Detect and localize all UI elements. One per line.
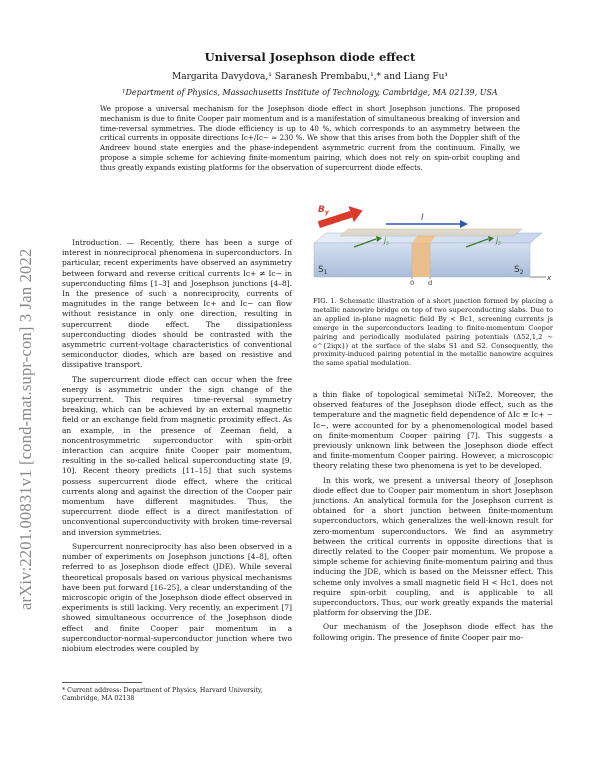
left-paragraph-3: Supercurrent nonreciprocity has also been observed in a number of experiments on Josephson junctions [4–8], often referred to as Josephson diode effect (JDE). While several theoretical proposals based on various physical mechanisms have been put forward [16–25], a clear understanding of the microscopic origin of the Josephson diode effect observed in experiments is still lacking. Very recently, an experiment [7] showed simultaneous occurrence of the Josephson diode effect and finite Cooper pair momentum in a superconductor-normal-superconductor junction where two niobium electrodes were coupled by: [62, 541, 292, 653]
nanowire-bridge: [340, 229, 522, 236]
label-s1: $S_1$: [318, 265, 328, 276]
figure-1-schematic: [308, 203, 554, 285]
left-paragraph-2: The supercurrent diode effect can occur when the free energy is asymmetric under the sign change of the supercurrent. This requires time-reversal symmetry breaking, which can be achieved by an external magnetic field or an exchange field from magnetic proximity effect. As an example, in the presence of Zeeman field, a noncentrosymmetric superconductor with spin-orbit interaction can acquire finite Cooper pair momentum, resulting in the so-called helical superconducting state [9, 10]. Recent theory predicts [11–15] that such systems possess supercurrent diode effect, where the critical currents along and against the direction of the Cooper pair momentum have different magnitudes. Thus, the supercurrent diode effect is a direct manifestation of unconventional superconductivity with broken time-reversal and inversion symmetries.: [62, 374, 292, 537]
axis-x-label: x: [547, 274, 552, 282]
label-by: $B_y$: [318, 205, 329, 216]
arxiv-id-text: arXiv:2201.00831v1 [cond-mat.supr-con] 3 Jan 2022: [16, 248, 35, 610]
author-list: Margarita Davydova,¹ Saranesh Prembabu,¹,* and Liang Fu¹: [171, 72, 448, 82]
affiliation: ¹Department of Physics, Massachusetts Institute of Technology, Cambridge, MA 02139, USA: [122, 88, 498, 97]
slab-s1-front: [314, 243, 412, 277]
right-paragraph-2: In this work, we present a universal theory of Josephson diode effect due to Cooper pair momentum in short Josephson junctions. An analytical formula for the Josephson current is obtained for a short junction between finite-momentum superconductors, which generalizes the well-known result for zero-momentum superconductors. We find an asymmetry between the critical currents in opposite directions that is directly related to the Cooper pair momentum. We propose a simple scheme for achieving finite-momentum pairing and thus inducing the JDE, which is based on the Meissner effect. This scheme only involves a small magnetic field H < Hc1, does not require spin-orbit coupling, and is applicable to all superconductors. Thus, our work greatly expands the material platform for observing the JDE.: [313, 475, 553, 618]
footnote: * Current address: Department of Physics, Harvard University, Cambridge, MA 02138: [62, 687, 263, 703]
footnote-divider: [62, 682, 142, 683]
label-current: I: [421, 213, 424, 223]
tick-d: d: [428, 279, 433, 285]
abstract: We propose a universal mechanism for the Josephson diode effect in short Josephson junctions. The proposed mechanism is due to finite Cooper pair momentum and is a manifestation of simultaneous breaking of inversion and time-reversal symmetries. The diode efficiency is up to 40 %, which corresponds to an asymmetry between the critical currents in opposite directions Ic+/Ic− ≈ 230 %. We show that this arises from both the Doppler shift of the Andreev bound state energies and the phase-independent asymmetric current from the continuum. Finally, we propose a simple scheme for achieving finite-momentum pairing, which does not rely on spin-orbit coupling and thus greatly expands existing platforms for the observation of supercurrent diode effects.: [100, 104, 520, 172]
left-column: [62, 238, 292, 654]
left-paragraph-1: Introduction. — Recently, there has been a surge of interest in nonreciprocal phenomena in superconductors. In particular, recent experiments have observed an asymmetry between forward and reverse critical currents Ic+ ≠ Ic− in superconducting films [1–3] and Josephson junctions [4–8]. In the presence of such a nonreciprocity, currents of magnitudes in the range between Ic+ and Ic− can flow without resistance in only one direction, resulting in supercurrent diode effect. The dissipationless superconducting diodes should be contrasted with the asymmetric current-voltage characteristics of conventional semiconductor diodes, which are based on resistive and dissipative transport.: [62, 238, 292, 370]
label-js-right: $j_s$: [496, 236, 501, 247]
right-paragraph-3: Our mechanism of the Josephson diode effect has the following origin. The presence of finite Cooper pair mo-: [313, 622, 553, 642]
label-js-left: $j_s$: [384, 236, 389, 247]
right-column: [313, 390, 553, 643]
label-s2: $S_2$: [514, 265, 524, 276]
paper-title: Universal Josephson diode effect: [204, 50, 416, 64]
tick-0: 0: [410, 279, 415, 285]
right-paragraph-1: a thin flake of topological semimetal NiTe2. Moreover, the observed features of the Josephson diode effect, such as the temperature and the magnetic field dependence of ΔIc ≡ Ic+ − Ic−, were accounted for by a phenomenological model based on finite-momentum Cooper pairing [7]. This suggests a previously unknown link between the Josephson diode effect and finite-momentum Cooper pairing. However, a microscopic theory relating these two phenomena is yet to be developed.: [313, 390, 553, 471]
figure-1-caption: FIG. 1. Schematic illustration of a short junction formed by placing a metallic nanowire bridge on top of two superconducting slabs. Due to an applied in-plane magnetic field By < Bc1, screening currents js emerge in the superconductors leading to finite-momentum Cooper pairing and periodically modulated pairing potentials (Δ52,1,2 ∼ e^{2iqx}) at the surface of the slabs S1 and S2. Consequently, the proximity-induced pairing potential in the metallic nanowire acquires the same spatial modulation.: [313, 297, 553, 368]
junction-region: [412, 243, 430, 277]
current-arrow-head: [460, 220, 468, 228]
arxiv-identifier: [14, 170, 42, 610]
